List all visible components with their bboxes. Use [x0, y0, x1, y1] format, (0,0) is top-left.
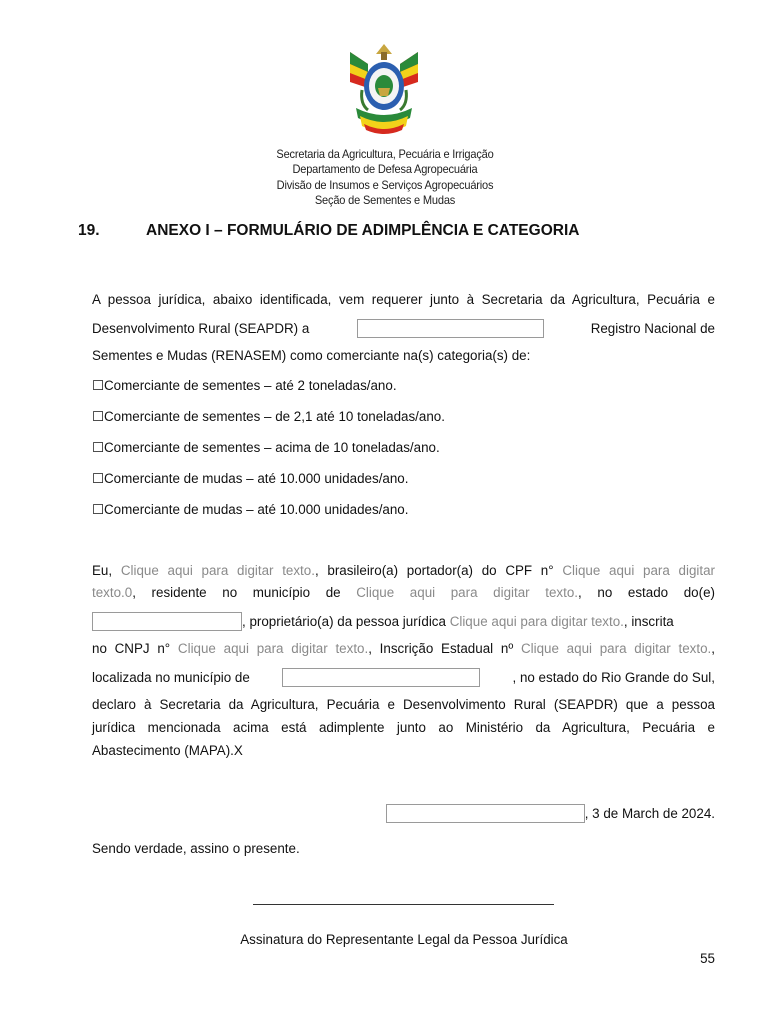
- decl-proprietario: , proprietário(a) da pessoa jurídica: [242, 614, 446, 629]
- org-line-departamento: Departamento de Defesa Agropecuária: [292, 162, 478, 176]
- cpf-input-cont[interactable]: texto.0: [92, 585, 133, 600]
- category-option-4[interactable]: ☐Comerciante de mudas – até 10.000 unidades/ano.: [92, 471, 409, 486]
- decl-comma: ,: [711, 641, 715, 656]
- decl-inscrita: , inscrita: [623, 614, 674, 629]
- section-heading: [78, 222, 579, 240]
- declaration-line-5: [92, 668, 715, 687]
- intro-line-3: Sementes e Mudas (RENASEM) como comerciante na(s) categoria(s) de:: [92, 348, 531, 363]
- signature-caption: Assinatura do Representante Legal da Pessoa Jurídica: [240, 932, 568, 947]
- declaration-line-3: [92, 612, 715, 631]
- decl-eu: Eu,: [92, 563, 113, 578]
- cpf-input[interactable]: Clique aqui para digitar: [562, 563, 715, 578]
- decl-ie: , Inscrição Estadual nº: [368, 641, 514, 656]
- closing-text: Sendo verdade, assino o presente.: [92, 841, 300, 856]
- intro-line-1: A pessoa jurídica, abaixo identificada, vem requerer junto à Secretaria da Agricultura, Pecuária e: [92, 292, 715, 307]
- declaration-line-7: jurídica mencionada acima está adimplente junto ao Ministério da Agricultura, Pecuária e: [92, 720, 715, 735]
- decl-localizada: localizada no município de: [92, 670, 250, 685]
- declaration-line-8: Abastecimento (MAPA).X: [92, 743, 243, 758]
- category-option-1[interactable]: ☐Comerciante de sementes – até 2 toneladas/ano.: [92, 378, 397, 393]
- decl-brasileiro: , brasileiro(a) portador(a) do CPF n°: [314, 563, 554, 578]
- date-city-field[interactable]: [386, 804, 585, 823]
- decl-estado: , no estado do(e): [578, 585, 715, 600]
- decl-cnpj: no CNPJ n°: [92, 641, 171, 656]
- page-number: 55: [700, 951, 715, 966]
- declaration-line-2: [92, 585, 715, 600]
- intro-line-2: [92, 319, 715, 338]
- cnpj-input[interactable]: Clique aqui para digitar texto.: [177, 641, 369, 656]
- company-name-input[interactable]: Clique aqui para digitar texto.: [449, 614, 624, 629]
- org-line-secretaria: Secretaria da Agricultura, Pecuária e Irrigação: [276, 147, 494, 161]
- org-line-secao: Seção de Sementes e Mudas: [314, 193, 456, 207]
- seapdr-request-field[interactable]: [357, 319, 544, 338]
- section-title: ANEXO I – FORMULÁRIO DE ADIMPLÊNCIA E CATEGORIA: [146, 222, 580, 239]
- category-option-3[interactable]: ☐Comerciante de sementes – acima de 10 toneladas/ano.: [92, 440, 440, 455]
- declaration-line-6: declaro à Secretaria da Agricultura, Pecuária e Desenvolvimento Rural (SEAPDR) que a pessoa: [92, 697, 715, 712]
- intro-line-2-tail: Registro Nacional de: [590, 321, 715, 336]
- declaration-line-1: [92, 563, 715, 578]
- category-option-5[interactable]: ☐Comerciante de mudas – até 10.000 unidades/ano.: [92, 502, 409, 517]
- coat-of-arms-icon: [346, 42, 422, 138]
- state-coat-of-arms: [346, 42, 422, 138]
- name-input[interactable]: Clique aqui para digitar texto.: [120, 563, 315, 578]
- decl-rs: , no estado do Rio Grande do Sul,: [512, 670, 715, 685]
- decl-residente: , residente no município de: [132, 585, 341, 600]
- state-registration-input[interactable]: Clique aqui para digitar texto.: [520, 641, 712, 656]
- residence-city-input-cont[interactable]: texto.: [545, 585, 579, 600]
- date-text: , 3 de March de 2024.: [584, 806, 715, 821]
- company-city-field[interactable]: [282, 668, 480, 687]
- signature-line[interactable]: [253, 904, 554, 905]
- residence-city-input[interactable]: Clique aqui para digitar: [356, 585, 530, 600]
- date-line: [92, 804, 715, 823]
- intro-line-2-text: Desenvolvimento Rural (SEAPDR) a: [92, 321, 310, 336]
- state-field[interactable]: [92, 612, 242, 631]
- section-number: 19.: [78, 222, 100, 239]
- category-option-2[interactable]: ☐Comerciante de sementes – de 2,1 até 10 toneladas/ano.: [92, 409, 445, 424]
- declaration-line-4: [92, 641, 715, 656]
- org-line-divisao: Divisão de Insumos e Serviços Agropecuários: [276, 178, 494, 192]
